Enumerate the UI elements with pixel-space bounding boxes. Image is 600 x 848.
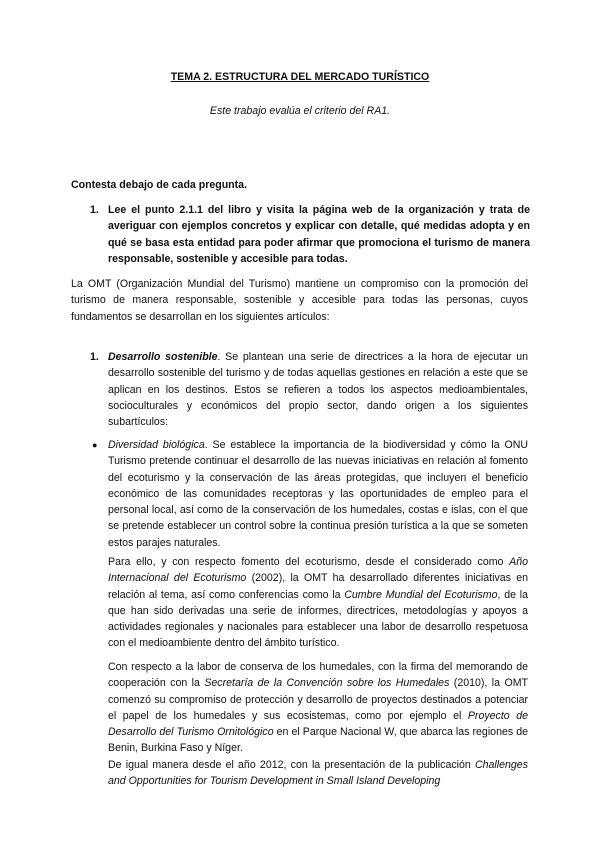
- text-run: Para ello, y con respecto fomento del ecoturismo, desde el considerado como: [108, 556, 510, 568]
- text-run: (2010), la OMT comenzó su compromiso de protección y desarrollo de proyectos destinados a potenciar el papel de los humedales y sus ecosistemas, como por ejemplo el: [108, 677, 529, 722]
- section-heading: Desarrollo sostenible: [108, 351, 218, 363]
- section-1: [90, 349, 528, 430]
- instruction-text: Contesta debajo de cada pregunta.: [71, 179, 248, 191]
- section-number: 1.: [90, 351, 99, 363]
- text-run: , de la que han sido derivadas una serie de informes, directrices, metodologías y apoyos a actividades regionales y nacionales para establecer una labor de desarrollo respetuosa con el medioambiente dentro del ámbito turístico.: [108, 588, 528, 650]
- bullet-body: [108, 437, 528, 551]
- italic-run: Año Internacional del Ecoturismo: [108, 556, 528, 585]
- text-run: en el Parque Nacional W, que abarca las regiones de Benin, Burkina Faso y Níger.: [108, 726, 528, 755]
- paragraph-wetlands: [108, 659, 528, 789]
- question-text: Lee el punto 2.1.1 del libro y visita la página web de la organización y trata de averiguar con ejemplos concretos y explicar con detalle, qué medidas adopta y en qué se basa esta entidad para poder afirmar que promociona el turismo de manera responsable, sostenible y accesible para todas.: [108, 204, 530, 265]
- italic-run: Challenges and Opportunities for Tourism Development in Small Island Developing: [108, 758, 528, 788]
- page-subtitle: Este trabajo evalúa el criterio del RA1.: [209, 105, 391, 117]
- bullet-marker: ●: [92, 440, 98, 450]
- paragraph-ecotourism: [108, 554, 528, 652]
- text-run: De igual manera desde el año 2012, con la presentación de la publicación: [108, 758, 475, 771]
- question-1: [90, 202, 530, 267]
- italic-run: Proyecto de Desarrollo del Turismo Ornitológico: [108, 709, 528, 739]
- intro-paragraph: La OMT (Organización Mundial del Turismo) mantiene un compromiso con la promoción del turismo de manera responsable, sostenible y accesible para todas las personas, cuyos fundamentos se desarrollan en los siguientes artículos:: [71, 278, 528, 323]
- italic-run: Cumbre Mundial del Ecoturismo: [344, 588, 498, 601]
- bullet-heading: Diversidad biológica: [108, 439, 205, 451]
- text-run: (2002), la OMT ha desarrollado diferentes iniciativas en relación al tema, así como conferencias como la: [108, 572, 528, 601]
- bullet-item: [90, 437, 528, 551]
- page-title: TEMA 2. ESTRUCTURA DEL MERCADO TURÍSTICO: [170, 71, 430, 83]
- italic-run: Secretaría de la Convención sobre los Humedales: [204, 677, 450, 690]
- question-number: 1.: [90, 204, 99, 216]
- bullet-text: . Se establece la importancia de la biodiversidad y cómo la ONU Turismo pretende continuar el desarrollo de las nuevas iniciativas en relación al fomento del ecoturismo y la conservación de las áreas protegidas, que incluyen el beneficio económico de las comunidades receptoras y las oportunidades de empleo para el personal local, así como de la conservación de los humedales, costas e islas, con el que se pretende establecer un control sobre la continua presión turística a la que se someten estos parajes naturales.: [108, 439, 528, 549]
- section-1-body: [108, 349, 528, 430]
- text-run: Con respecto a la labor de conserva de los humedales, con la firma del memorando de cooperación con la: [108, 661, 528, 690]
- section-text: . Se plantean una serie de directrices a la hora de ejecutar un desarrollo sostenible del turismo y de todas aquellas gestiones en relación a este que se aplican en los destinos. Estos se refieren a todos los aspectos medioambientales, socioculturales y económicos del propio sector, dando origen a los siguientes subartículos:: [108, 351, 528, 429]
